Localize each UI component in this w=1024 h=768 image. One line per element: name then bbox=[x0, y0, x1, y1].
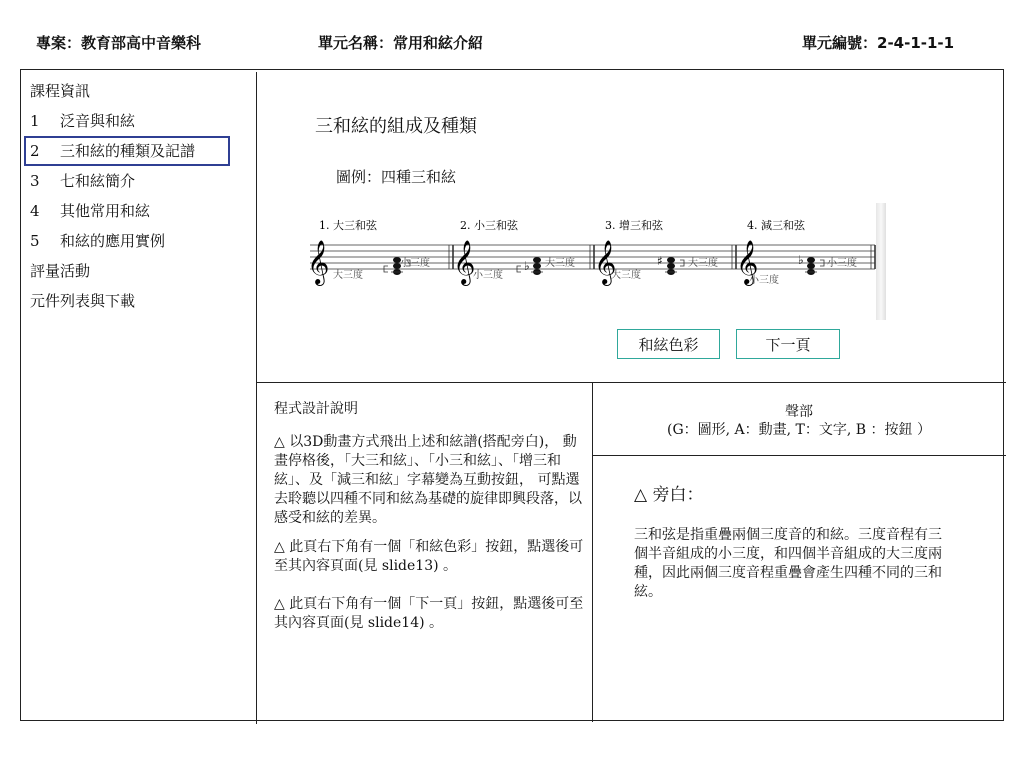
chord-augmented[interactable] bbox=[594, 218, 718, 286]
upper-interval-label: 小三度 bbox=[827, 258, 857, 269]
sidebar-course-info[interactable]: 課程資訊 bbox=[30, 82, 91, 100]
sound-header-divider bbox=[592, 455, 1006, 456]
sidebar-item-seventh-chords[interactable] bbox=[30, 166, 255, 196]
sidebar-item-number: 2 bbox=[30, 142, 40, 160]
sidebar-item-chord-examples[interactable] bbox=[30, 226, 255, 256]
sharp-sign-icon: ♯ bbox=[657, 254, 663, 268]
lower-interval-label: 大三度 bbox=[611, 270, 641, 281]
upper-interval-label: 大三度 bbox=[688, 258, 718, 269]
content-title: 三和絃的組成及種類 bbox=[315, 116, 477, 137]
sidebar-item-triads[interactable] bbox=[24, 136, 230, 166]
unit-id-label: 單元編號：2-4-1-1-1 bbox=[802, 34, 955, 52]
flat-sign-icon: ♭ bbox=[798, 253, 804, 267]
harmony-color-button[interactable]: 和絃色彩 bbox=[617, 329, 720, 359]
sidebar-item-overtones[interactable] bbox=[30, 106, 255, 136]
figure-scrollbar[interactable] bbox=[876, 203, 886, 320]
sidebar-divider bbox=[256, 72, 257, 724]
chord-minor[interactable] bbox=[453, 218, 575, 286]
sidebar-item-label: 七和絃簡介 bbox=[60, 172, 136, 190]
lower-interval-label: 小三度 bbox=[749, 275, 779, 286]
design-note: △ 此頁右下角有一個「和絃色彩」按鈕，點選後可至其內容頁面(見 slide13) 。 bbox=[274, 539, 584, 574]
sidebar-item-label: 和絃的應用實例 bbox=[60, 232, 166, 250]
sound-header bbox=[593, 403, 1005, 439]
content-divider bbox=[256, 382, 1006, 383]
treble-clef-icon: 𝄞 bbox=[307, 240, 330, 284]
sidebar-item-label: 泛音與和絃 bbox=[60, 112, 136, 130]
triad-score bbox=[305, 215, 880, 300]
lower-interval-label: 大三度 bbox=[333, 270, 363, 281]
sidebar-item-number: 3 bbox=[30, 172, 40, 190]
chord-name[interactable]: 4. 減三和弦 bbox=[747, 219, 805, 232]
treble-clef-icon: 𝄞 bbox=[453, 240, 476, 284]
treble-clef-icon: 𝄞 bbox=[736, 240, 759, 284]
sidebar-item-number: 4 bbox=[30, 202, 40, 220]
design-note: △ 以3D動畫方式飛出上述和絃譜(搭配旁白)， 動畫停格後，「大三和絃」、「小三和絃」、「增三和絃」、及「減三和絃」字幕變為互動按鈕， 可點選去聆聽以四種不同和絃為基礎的旋律即興段落，以感受和絃的差異。 bbox=[274, 434, 582, 526]
unit-name-label: 單元名稱：常用和絃介紹 bbox=[318, 34, 484, 52]
sidebar-item-label: 其他常用和絃 bbox=[60, 202, 151, 220]
figure-legend: 圖例：四種三和絃 bbox=[336, 168, 457, 186]
sidebar-item-label: 三和絃的種類及記譜 bbox=[60, 142, 196, 160]
sound-title: 聲部 bbox=[785, 404, 813, 420]
narration-text: 三和弦是指重疊兩個三度音的和絃。三度音程有三個半音組成的小三度，和四個半音組成的大三度兩種，因此兩個三度音程重疊會產生四種不同的三和絃。 bbox=[634, 527, 942, 600]
upper-interval-label: 小三度 bbox=[400, 258, 430, 269]
chord-name[interactable]: 1. 大三和弦 bbox=[319, 219, 377, 232]
sidebar bbox=[30, 76, 255, 316]
design-notes-title: 程式設計說明 bbox=[274, 401, 358, 417]
chord-diminished[interactable] bbox=[736, 218, 857, 286]
sidebar-item-number: 1 bbox=[30, 112, 40, 130]
sidebar-components[interactable]: 元件列表與下載 bbox=[30, 292, 136, 310]
sidebar-item-other-chords[interactable] bbox=[30, 196, 255, 226]
chord-major[interactable] bbox=[307, 218, 430, 286]
sound-legend: (G：圖形, A：動畫, T：文字, B ：按鈕 ） bbox=[667, 422, 931, 438]
treble-clef-icon: 𝄞 bbox=[594, 240, 617, 284]
sidebar-item-number: 5 bbox=[30, 232, 40, 250]
chord-name[interactable]: 2. 小三和弦 bbox=[460, 219, 518, 232]
narration-title: △ 旁白： bbox=[634, 485, 704, 505]
design-notes bbox=[274, 400, 584, 643]
next-page-button[interactable]: 下一頁 bbox=[736, 329, 840, 359]
upper-interval-label: 大三度 bbox=[545, 258, 575, 269]
lower-interval-label: 小三度 bbox=[473, 270, 503, 281]
chord-name[interactable]: 3. 增三和弦 bbox=[605, 219, 663, 232]
design-note: △ 此頁右下角有一個「下一頁」按鈕，點選後可至其內容頁面(見 slide14) 。 bbox=[274, 596, 584, 631]
sidebar-assessment[interactable]: 評量活動 bbox=[30, 262, 91, 280]
project-label: 專案：教育部高中音樂科 bbox=[36, 34, 202, 52]
flat-sign-icon: ♭ bbox=[524, 259, 530, 273]
